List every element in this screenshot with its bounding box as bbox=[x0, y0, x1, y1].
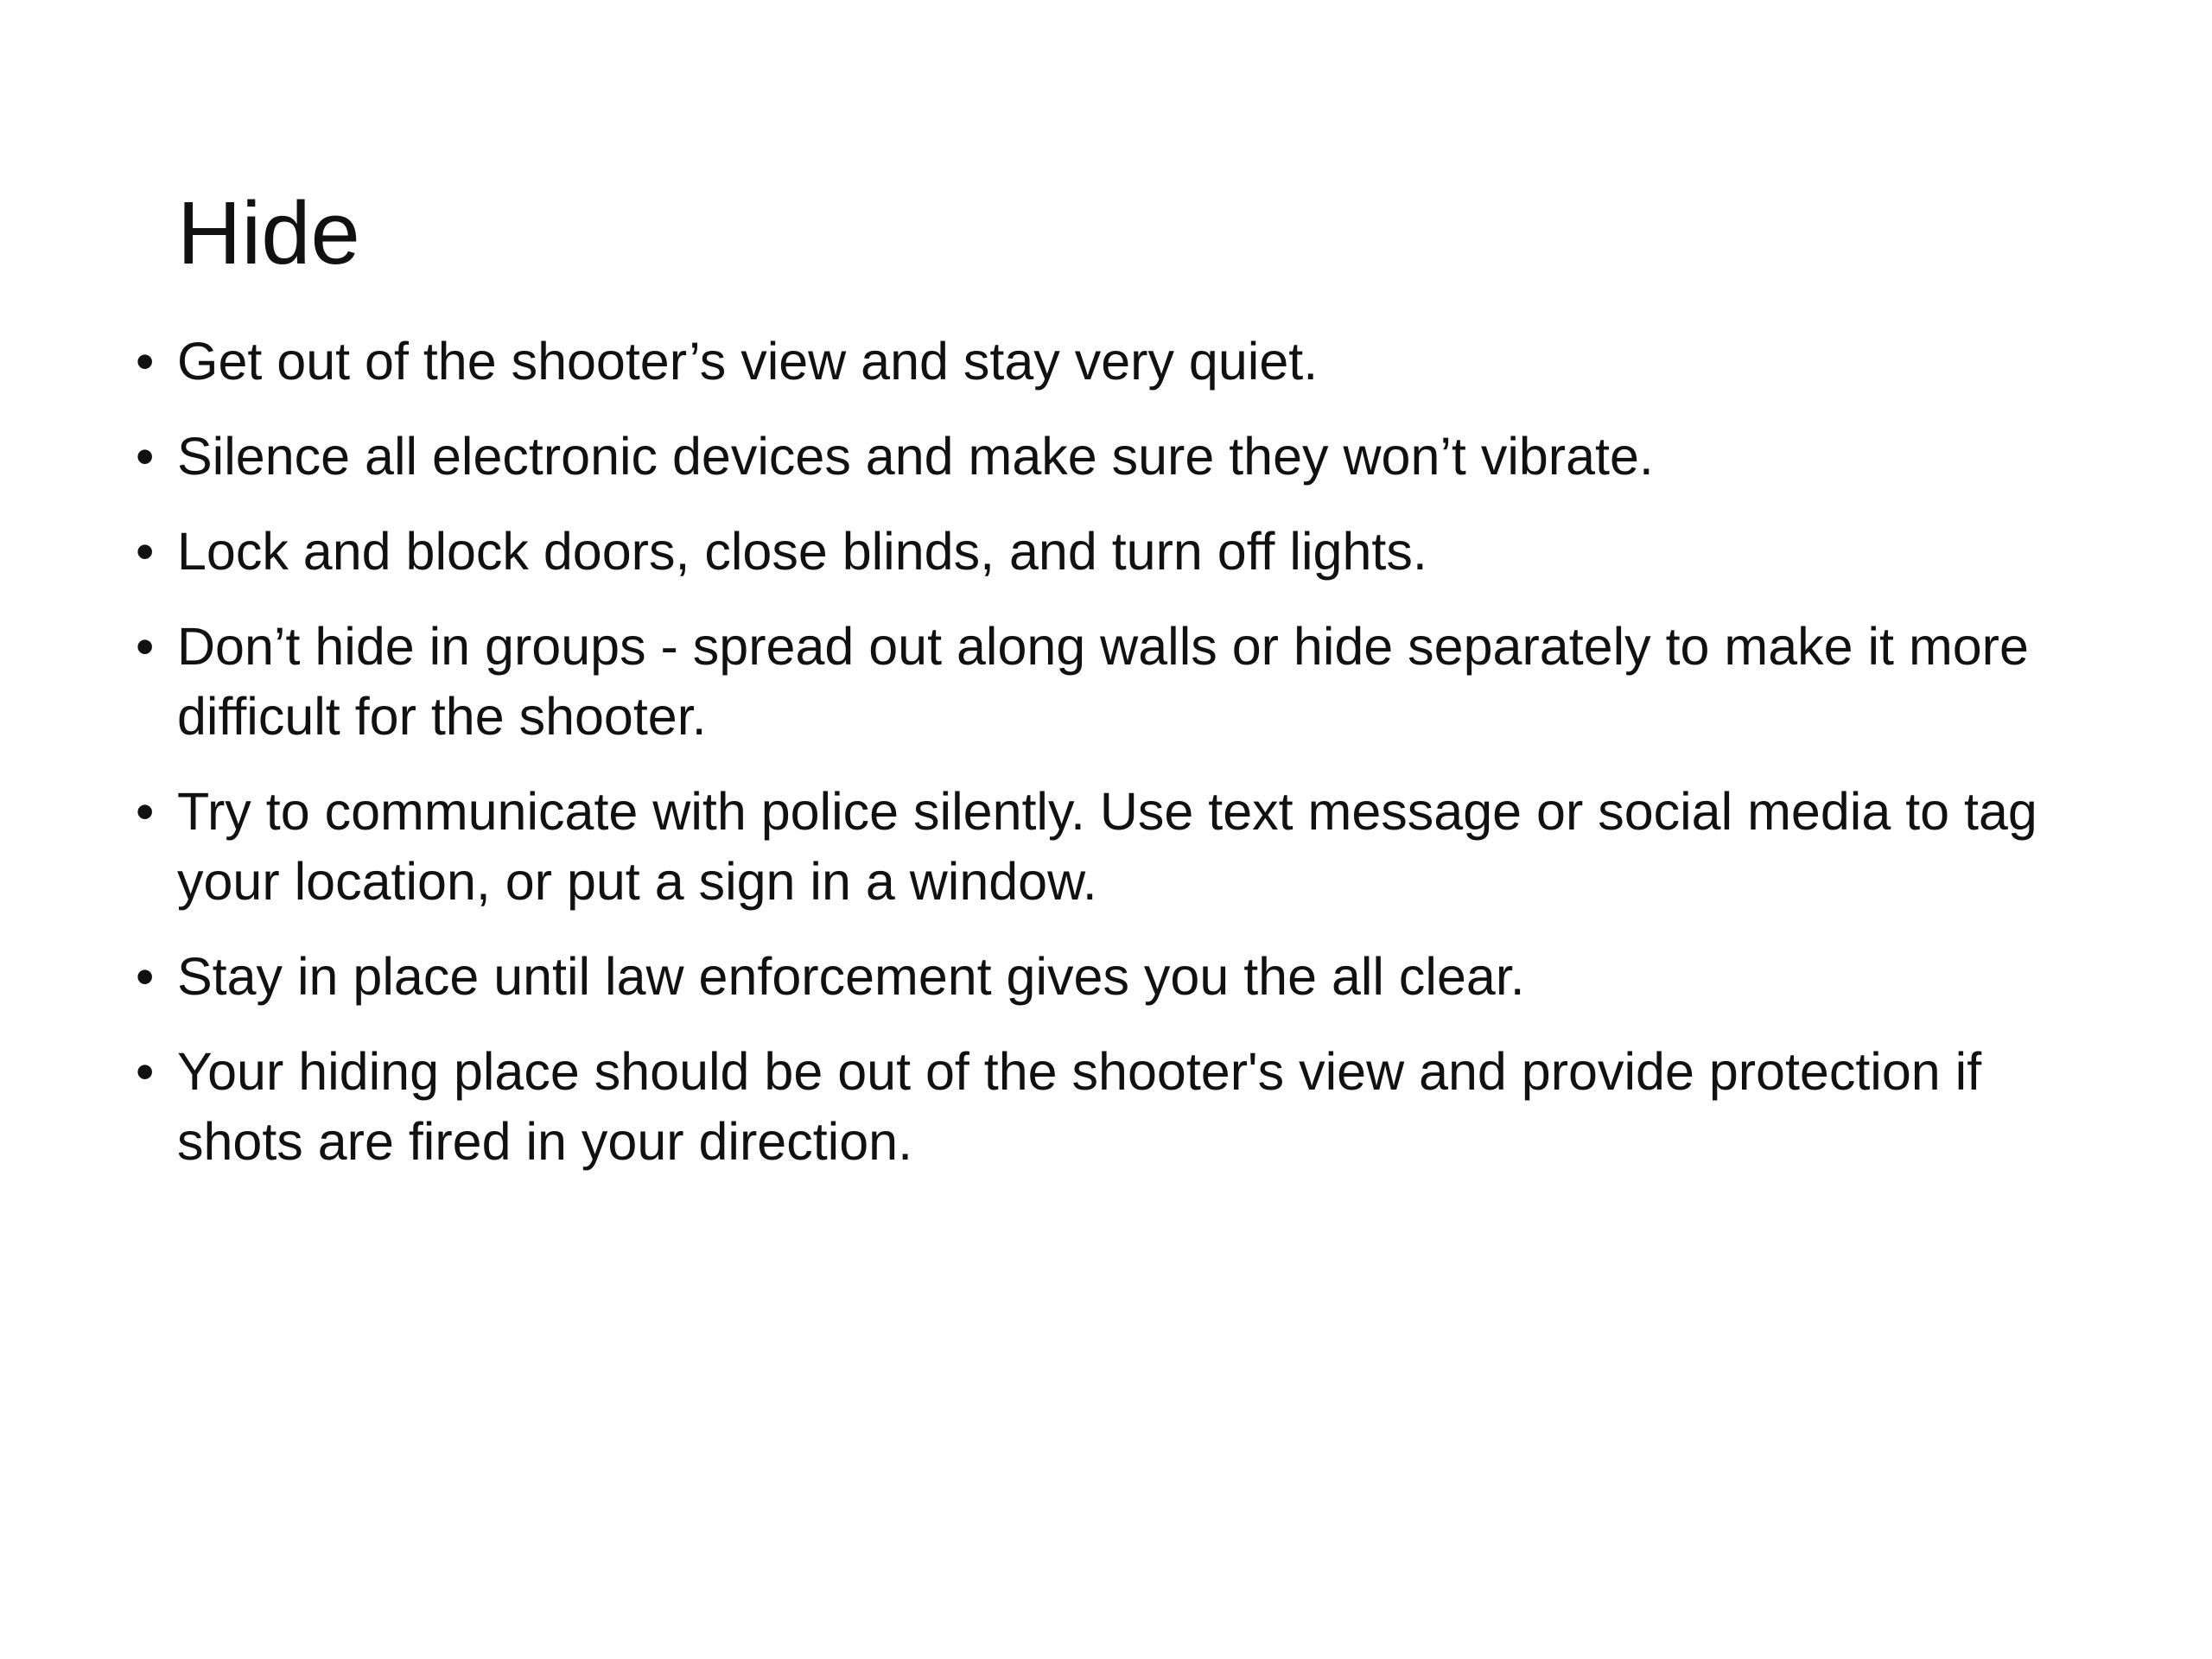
bullet-icon: • bbox=[136, 1042, 155, 1101]
bullet-icon: • bbox=[136, 947, 155, 1006]
bullet-icon: • bbox=[136, 332, 155, 391]
bullet-item bbox=[130, 777, 2117, 917]
bullet-item bbox=[130, 1037, 2117, 1177]
bullet-icon: • bbox=[136, 427, 155, 486]
bullet-item bbox=[130, 327, 2117, 397]
bullet-item bbox=[130, 612, 2117, 752]
bullet-text: Get out of the shooter’s view and stay very quiet. bbox=[177, 332, 1319, 391]
slide-title: Hide bbox=[177, 183, 360, 283]
bullet-text: Silence all electronic devices and make sure they won’t vibrate. bbox=[177, 427, 1654, 486]
bullet-text: Don’t hide in groups - spread out along walls or hide separately to make it more difficult for the shooter. bbox=[177, 617, 2029, 746]
bullet-item bbox=[130, 517, 2117, 587]
bullet-icon: • bbox=[136, 522, 155, 581]
bullet-icon: • bbox=[136, 617, 155, 676]
bullet-text: Lock and block doors, close blinds, and turn off lights. bbox=[177, 522, 1427, 581]
bullet-item bbox=[130, 942, 2117, 1012]
bullet-item bbox=[130, 422, 2117, 492]
bullet-text: Try to communicate with police silently. Use text message or social media to tag your location, or put a sign in a window. bbox=[177, 782, 2037, 911]
bullet-list bbox=[130, 327, 2117, 1202]
bullet-text: Stay in place until law enforcement gives you the all clear. bbox=[177, 947, 1525, 1006]
bullet-icon: • bbox=[136, 782, 155, 841]
bullet-text: Your hiding place should be out of the shooter's view and provide protection if shots are fired in your direction. bbox=[177, 1042, 1982, 1171]
